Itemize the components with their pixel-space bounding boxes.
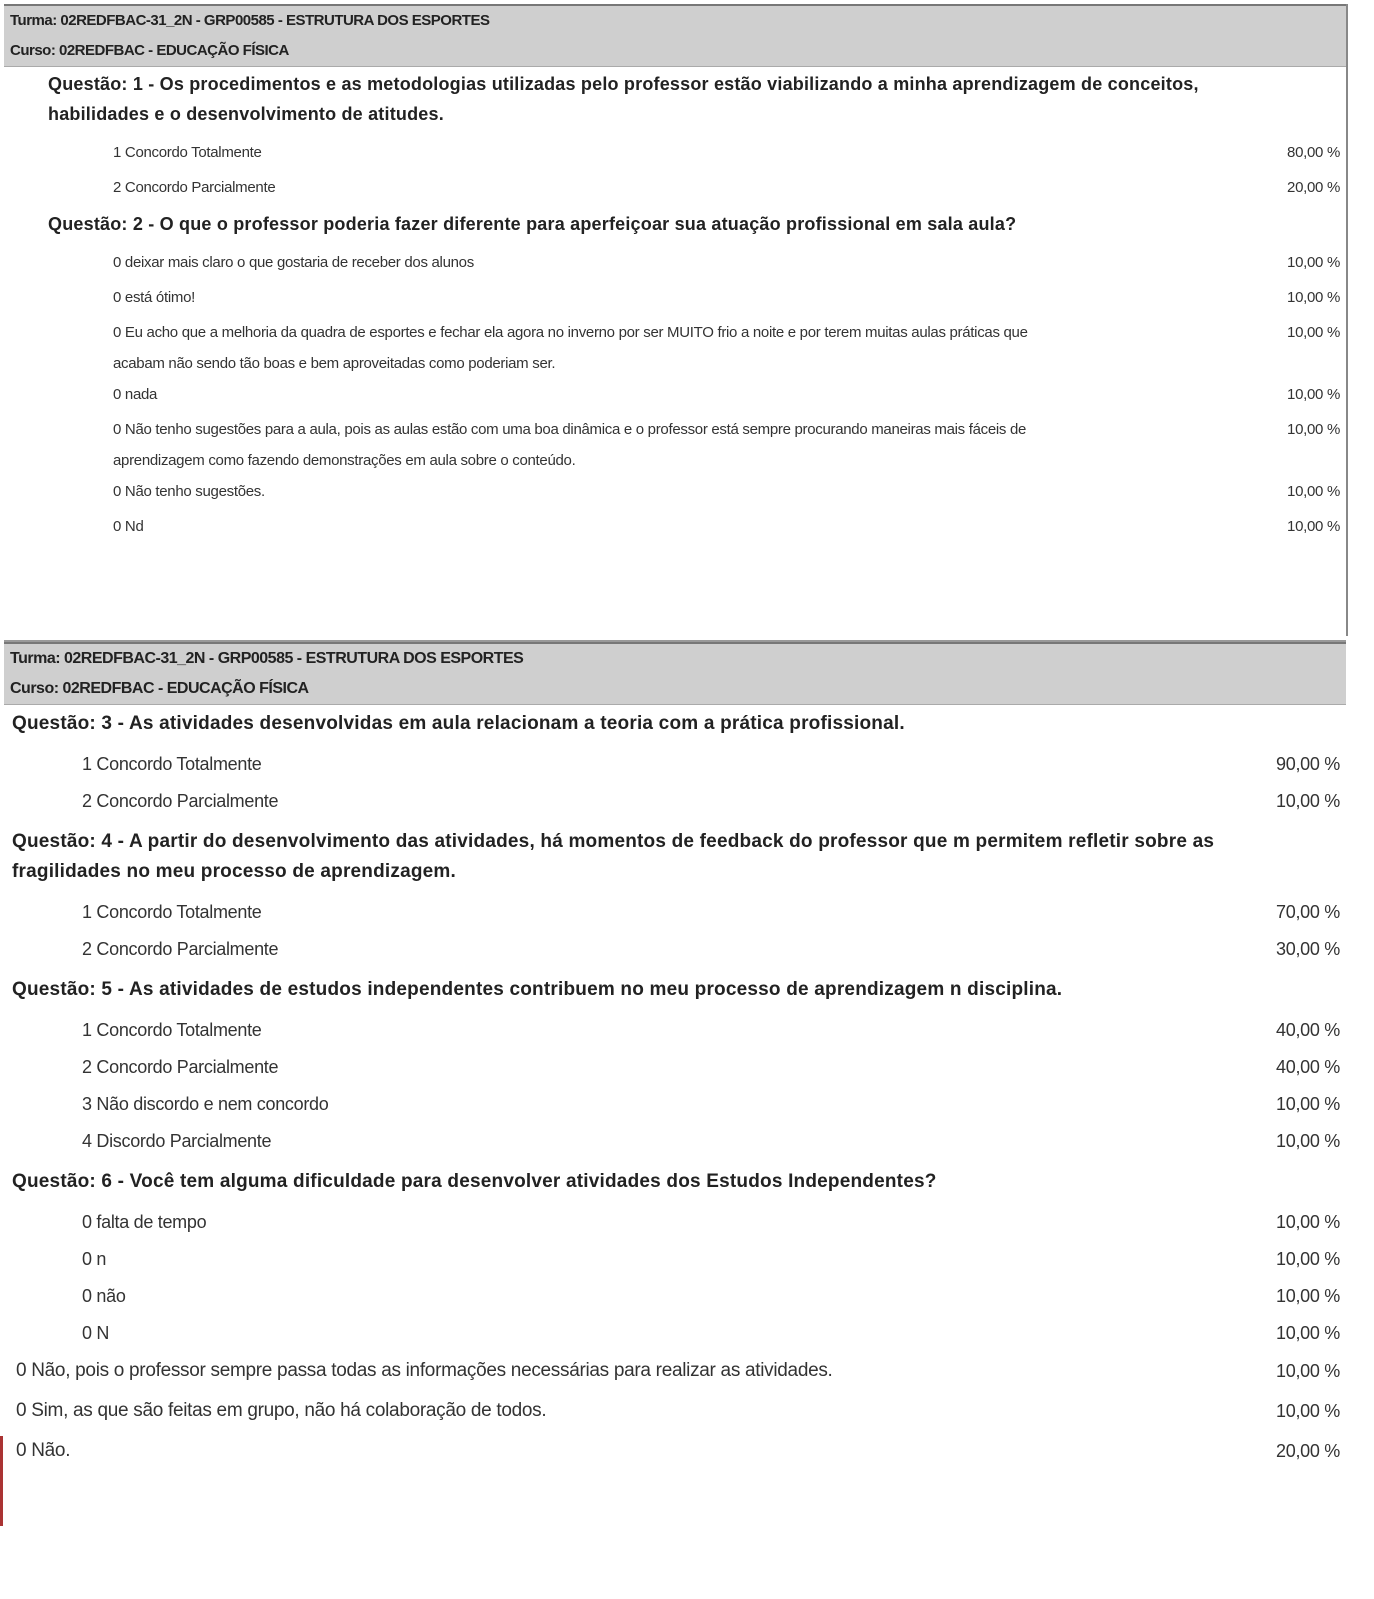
answer-label: 0 Não tenho sugestões para a aula, pois as aulas estão com uma boa dinâmica e o professor está sempre procurando maneiras mais fáceis de aprendizagem como fazendo demonstrações em aula sobre o conteúdo. — [113, 421, 1027, 469]
curso-label: Curso: 02REDFBAC - EDUCAÇÃO FÍSICA — [10, 42, 289, 59]
answer-row — [4, 1244, 1346, 1281]
answer-percentage: 30,00 % — [1276, 939, 1340, 959]
answer-percentage: 10,00 % — [1287, 289, 1340, 306]
panel-header — [4, 4, 1346, 67]
answer-row — [4, 1052, 1346, 1089]
answer-label: 4 Discordo Parcialmente — [82, 1131, 272, 1151]
answer-percentage: 10,00 % — [1287, 518, 1340, 535]
answer-percentage: 10,00 % — [1287, 254, 1340, 271]
answer-label: 0 N — [82, 1323, 110, 1343]
left-edge-marker — [0, 1436, 3, 1526]
answer-label: 1 Concordo Totalmente — [82, 754, 262, 774]
question-title: Questão: 5 - As atividades de estudos independentes contribuem no meu processo de aprendizagem n disciplina. — [12, 979, 1063, 1000]
answer-label: 0 Não tenho sugestões. — [113, 483, 265, 500]
answer-row — [4, 379, 1346, 414]
answer-percentage: 70,00 % — [1276, 902, 1340, 922]
answer-label: 0 Não. — [16, 1440, 71, 1461]
answer-label: 0 Eu acho que a melhoria da quadra de esportes e fechar ela agora no inverno por ser MUITO frio a noite e por terem muitas aulas práticas que acabam não sendo tão boas e bem aproveitadas como poderiam ser. — [113, 324, 1028, 372]
answer-percentage: 10,00 % — [1276, 1131, 1340, 1151]
answer-row — [4, 1395, 1346, 1435]
answer-percentage: 10,00 % — [1287, 386, 1340, 403]
answer-row — [4, 1435, 1346, 1475]
answer-row — [4, 1281, 1346, 1318]
answer-label: 0 Não, pois o professor sempre passa todas as informações necessárias para realizar as atividades. — [16, 1360, 833, 1381]
answer-label: 2 Concordo Parcialmente — [82, 1057, 279, 1077]
answer-row — [4, 137, 1346, 172]
answer-label: 2 Concordo Parcialmente — [82, 939, 279, 959]
answer-percentage: 10,00 % — [1276, 1361, 1340, 1381]
answer-row — [4, 247, 1346, 282]
answer-row — [4, 1318, 1346, 1355]
answer-percentage: 10,00 % — [1287, 483, 1340, 500]
answer-percentage: 10,00 % — [1276, 1286, 1340, 1306]
answer-label: 1 Concordo Totalmente — [82, 902, 262, 922]
answer-percentage: 10,00 % — [1287, 421, 1340, 438]
answer-percentage: 40,00 % — [1276, 1020, 1340, 1040]
answer-percentage: 20,00 % — [1287, 179, 1340, 196]
answer-row — [4, 511, 1346, 546]
results-panel-1 — [4, 4, 1348, 636]
question-title: Questão: 1 - Os procedimentos e as metodologias utilizadas pelo professor estão viabilizando a minha aprendizagem de conceitos, habilidades e o desenvolvimento de atitudes. — [48, 74, 1199, 124]
question-title: Questão: 3 - As atividades desenvolvidas em aula relacionam a teoria com a prática profissional. — [12, 713, 905, 734]
answer-label: 0 Nd — [113, 518, 144, 535]
answer-label: 1 Concordo Totalmente — [82, 1020, 262, 1040]
panel-header — [4, 642, 1346, 705]
answer-percentage: 10,00 % — [1276, 1212, 1340, 1232]
answer-row — [4, 1207, 1346, 1244]
answer-row — [4, 1089, 1346, 1126]
answer-percentage: 80,00 % — [1287, 144, 1340, 161]
turma-label: Turma: 02REDFBAC-31_2N - GRP00585 - ESTRUTURA DOS ESPORTES — [10, 12, 490, 29]
question-title: Questão: 2 - O que o professor poderia fazer diferente para aperfeiçoar sua atuação profissional em sala aula? — [48, 214, 1017, 234]
question-title: Questão: 4 - A partir do desenvolvimento das atividades, há momentos de feedback do professor que m permitem refletir sobre as fragilidades no meu processo de aprendizagem. — [12, 831, 1215, 882]
answer-label: 0 está ótimo! — [113, 289, 195, 306]
question-title: Questão: 6 - Você tem alguma dificuldade para desenvolver atividades dos Estudos Independentes? — [12, 1171, 937, 1192]
answer-percentage: 10,00 % — [1276, 1401, 1340, 1421]
results-panel-2 — [4, 640, 1346, 1542]
answer-label: 0 n — [82, 1249, 107, 1269]
answer-percentage: 90,00 % — [1276, 754, 1340, 774]
answer-row — [4, 1126, 1346, 1163]
answer-label: 1 Concordo Totalmente — [113, 144, 262, 161]
turma-label: Turma: 02REDFBAC-31_2N - GRP00585 - ESTRUTURA DOS ESPORTES — [10, 650, 524, 667]
answer-row — [4, 897, 1346, 934]
answer-row — [4, 934, 1346, 971]
answer-row — [4, 1355, 1346, 1395]
answer-row — [4, 476, 1346, 511]
answer-percentage: 10,00 % — [1276, 1249, 1340, 1269]
answer-label: 3 Não discordo e nem concordo — [82, 1094, 329, 1114]
answer-row — [4, 749, 1346, 786]
curso-label: Curso: 02REDFBAC - EDUCAÇÃO FÍSICA — [10, 680, 309, 697]
answer-label: 0 nada — [113, 386, 158, 403]
answer-row — [4, 786, 1346, 823]
answer-percentage: 10,00 % — [1276, 1323, 1340, 1343]
answer-percentage: 40,00 % — [1276, 1057, 1340, 1077]
answer-percentage: 10,00 % — [1276, 1094, 1340, 1114]
answer-row — [4, 282, 1346, 317]
answer-label: 0 deixar mais claro o que gostaria de receber dos alunos — [113, 254, 474, 271]
answer-percentage: 10,00 % — [1287, 324, 1340, 341]
answer-row — [4, 414, 1346, 476]
answer-row — [4, 172, 1346, 207]
answer-label: 2 Concordo Parcialmente — [82, 791, 279, 811]
answer-percentage: 10,00 % — [1276, 791, 1340, 811]
answer-row — [4, 1015, 1346, 1052]
answer-label: 0 Sim, as que são feitas em grupo, não há colaboração de todos. — [16, 1400, 547, 1421]
answer-label: 0 falta de tempo — [82, 1212, 207, 1232]
answer-label: 2 Concordo Parcialmente — [113, 179, 276, 196]
answer-row — [4, 317, 1346, 379]
answer-label: 0 não — [82, 1286, 126, 1306]
answer-percentage: 20,00 % — [1276, 1441, 1340, 1461]
